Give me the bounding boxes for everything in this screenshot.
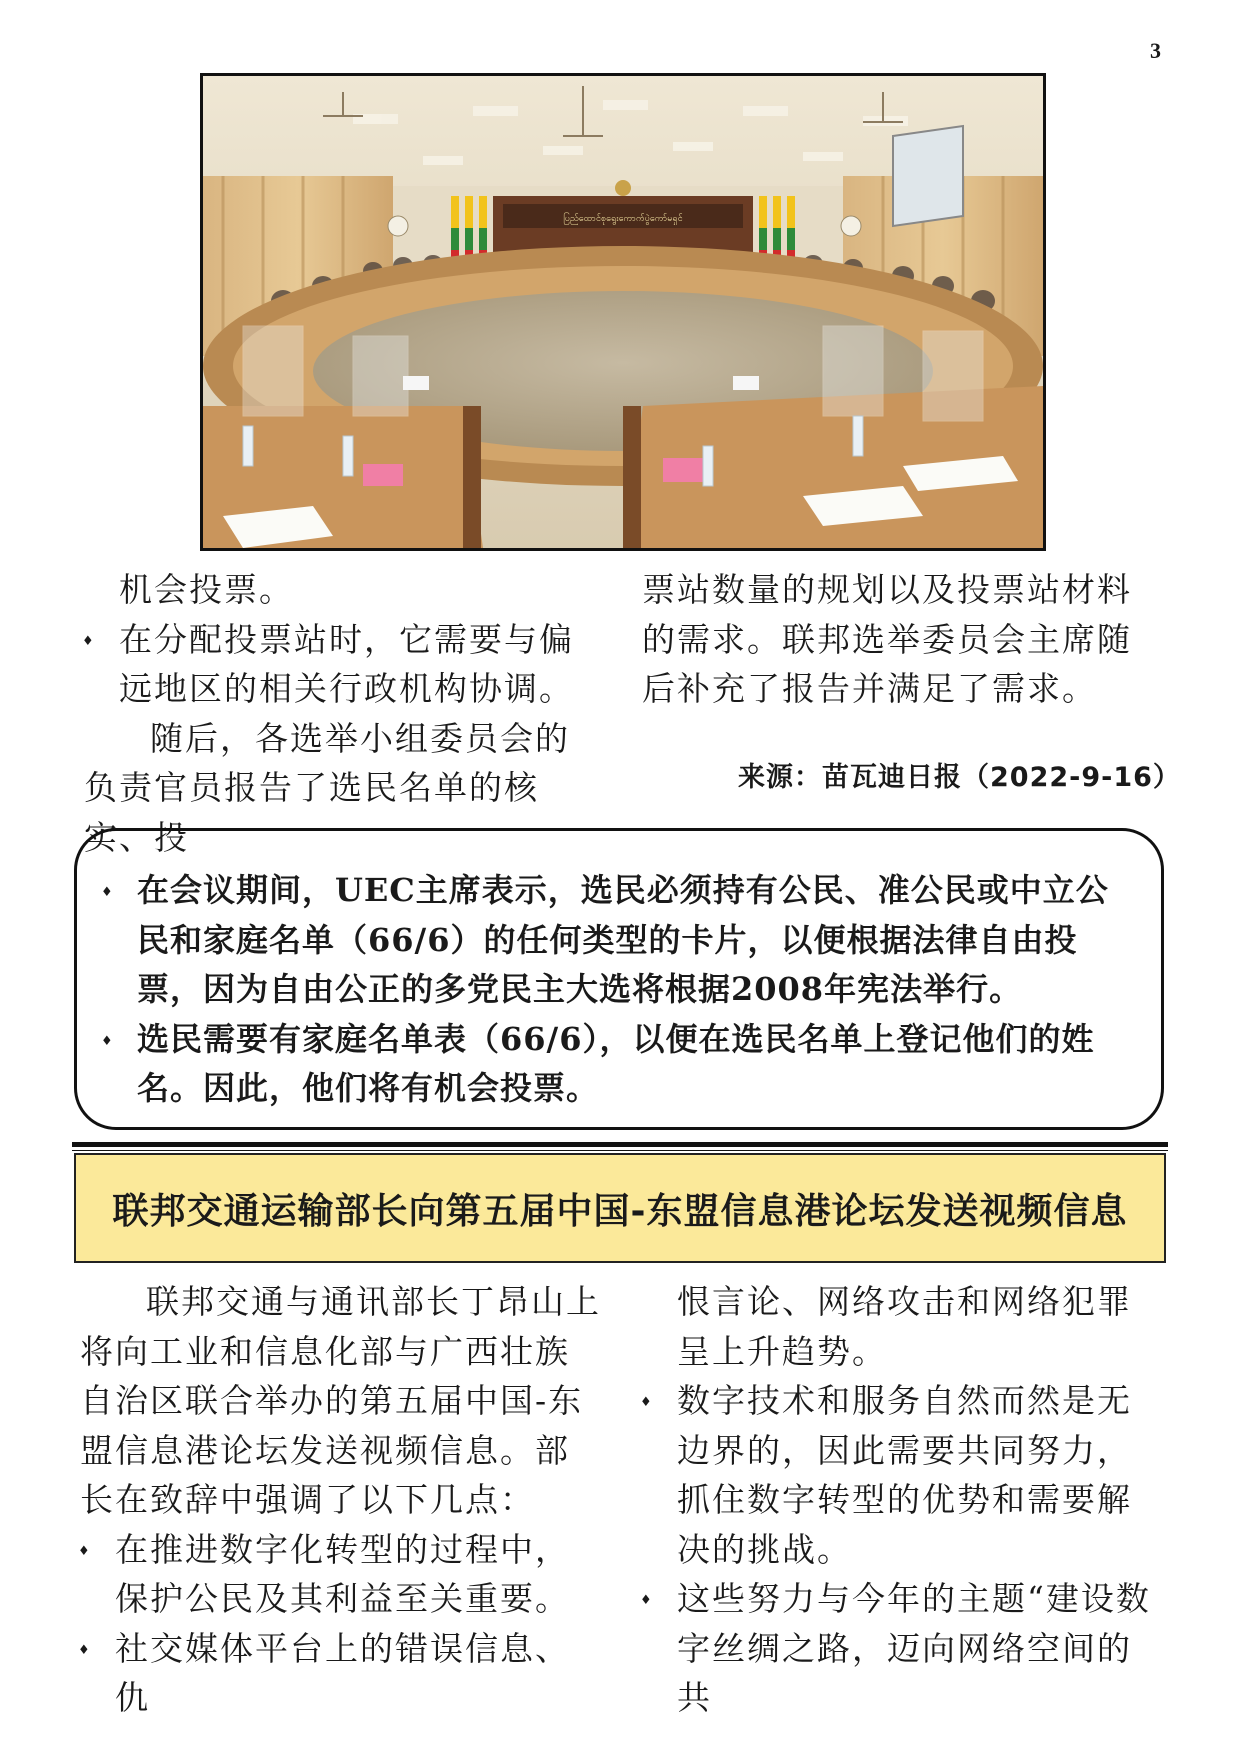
page-number: 3 [1150,38,1161,63]
notice-box [74,828,1164,1130]
source-citation: 来源：苗瓦迪日报（2022-9-16） [738,762,1181,793]
bullet-item: ♦ 社交媒体平台上的错误信息、仇 [80,1624,604,1723]
bullet-item: ♦ 这些努力与今年的主题“建设数字丝绸之路，迈向网络空间的共 [642,1574,1164,1723]
notice-bullet: ♦ 在会议期间，UEC主席表示，选民必须持有公民、准公民或中立公民和家庭名单（66/6）的任何类型的卡片，以便根据法律自由投票，因为自由公正的多党民主大选将根据2008年宪法举行。 [97,866,1141,1015]
article-intro: 联邦交通与通讯部长丁昂山上将向工业和信息化部与广西壮族自治区联合举办的第五届中国-东盟信息港论坛发送视频信息。部长在致辞中强调了以下几点： [80,1282,601,1519]
paragraph-continuation: 恨言论、网络攻击和网络犯罪呈上升趋势。 [677,1282,1132,1371]
section-divider [72,1142,1168,1147]
section-divider-thin [72,1150,1168,1151]
headline-box [74,1153,1166,1263]
article-headline: 联邦交通运输部长向第五届中国-东盟信息港论坛发送视频信息 [112,1190,1128,1232]
paragraph-continuation: 机会投票。 [119,570,294,609]
banner-text: ပြည်ထောင်စုရွေးကောက်ပွဲကော်မရှင် [563,214,683,224]
meeting-room-illustration [203,76,1043,548]
meeting-photo [200,73,1046,551]
paragraph-continuation: 票站数量的规划以及投票站材料的需求。联邦选举委员会主席随后补充了报告并满足了需求。 [642,570,1132,708]
bullet-item: ♦ 数字技术和服务自然而然是无边界的，因此需要共同努力，抓住数字转型的优势和需要解决的挑战。 [642,1376,1164,1574]
upper-left-column [84,565,604,862]
lower-right-column [642,1277,1164,1723]
bullet-item: ♦ 在分配投票站时，它需要与偏远地区的相关行政机构协调。 [84,615,604,714]
notice-bullet: ♦ 选民需要有家庭名单表（66/6），以便在选民名单上登记他们的姓名。因此，他们将有机会投票。 [97,1015,1141,1114]
lower-left-column [80,1277,604,1723]
upper-right-column [642,565,1162,714]
bullet-item: ♦ 在推进数字化转型的过程中，保护公民及其利益至关重要。 [80,1525,604,1624]
paragraph: 随后，各选举小组委员会的负责官员报告了选民名单的核实、投 [84,718,570,857]
